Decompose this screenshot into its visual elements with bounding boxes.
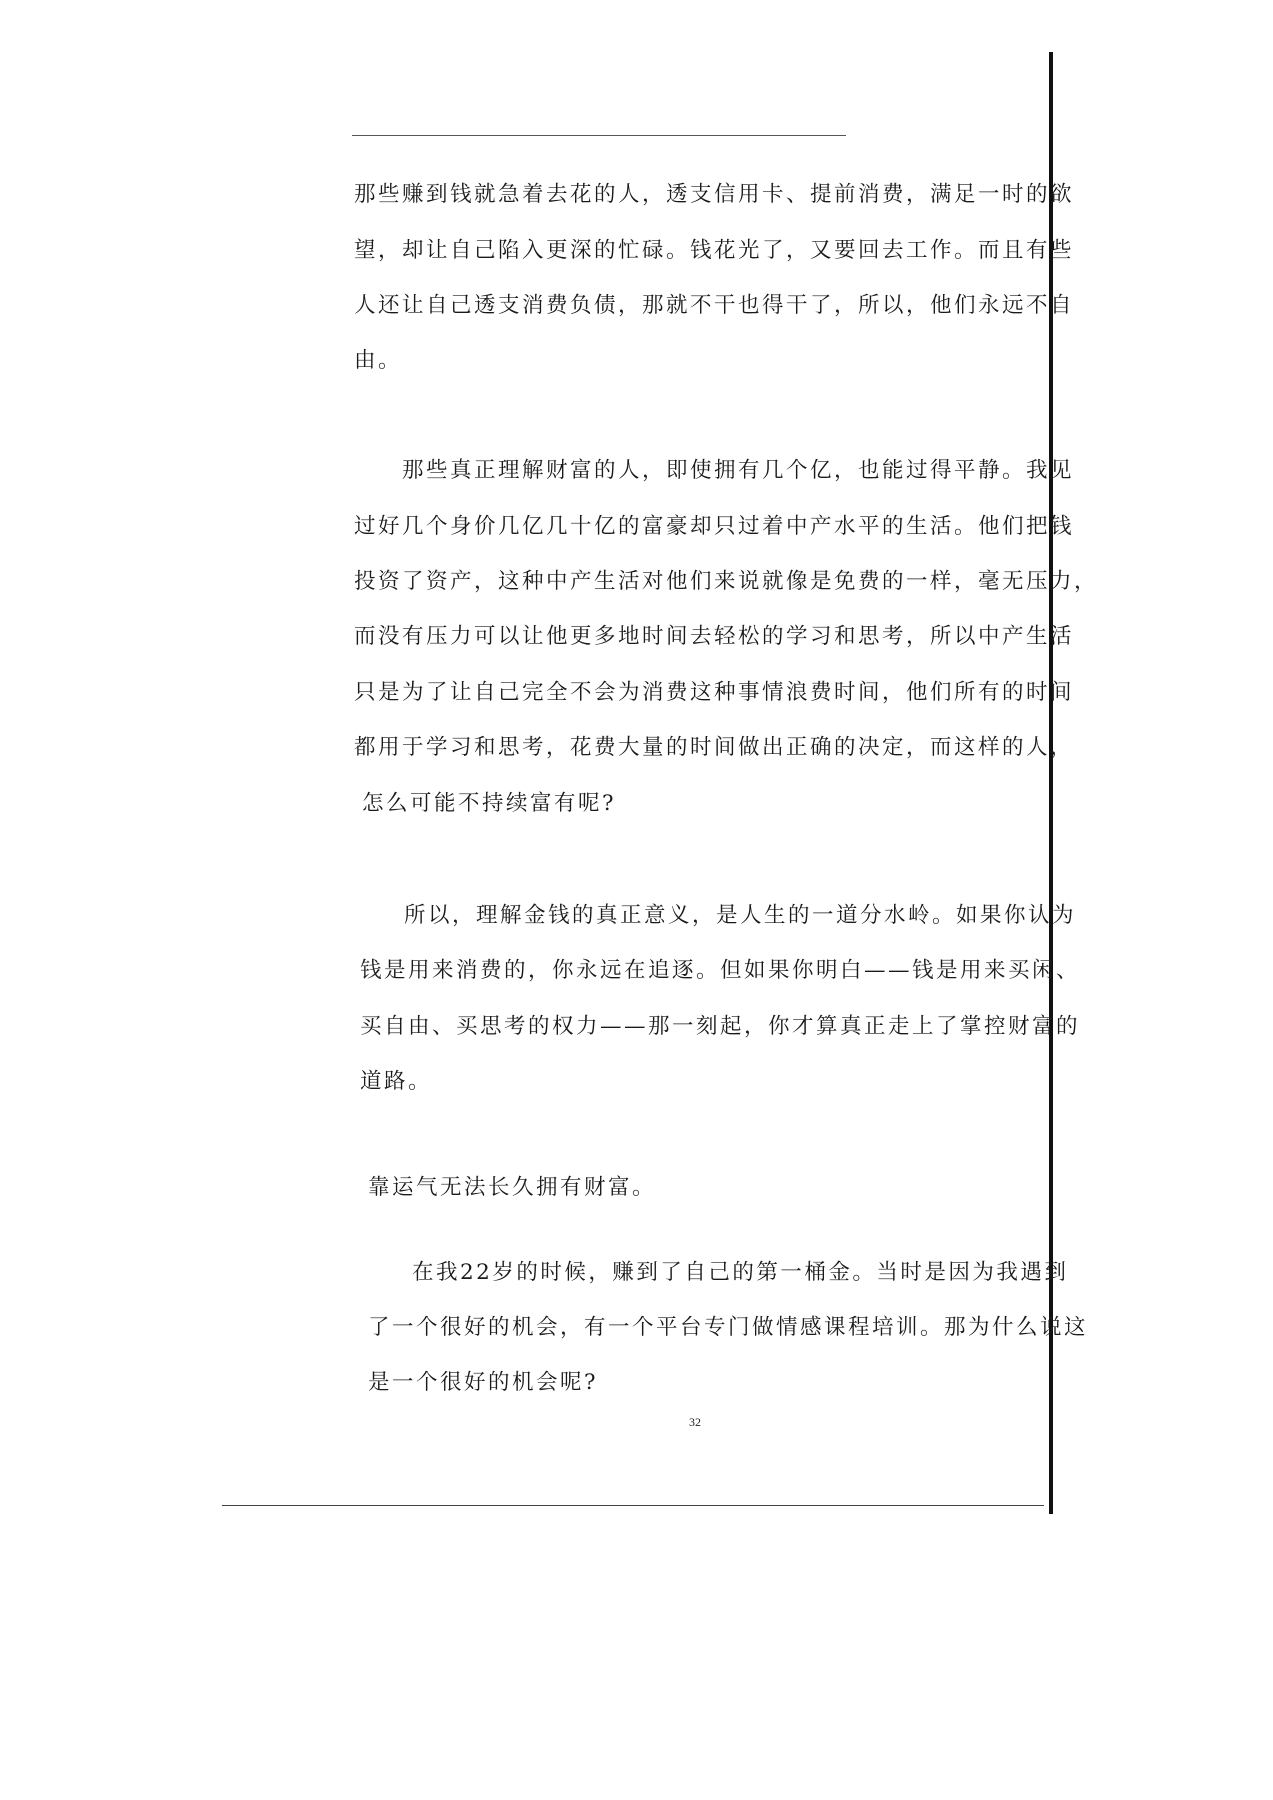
paragraph-5-line-2: 了一个很好的机会，有一个平台专门做情感课程培训。那为什么说这 (368, 1315, 1089, 1340)
paragraph-1-line-1: 那些赚到钱就急着去花的人，透支信用卡、提前消费，满足一时的欲 (354, 182, 1075, 207)
footer-rule (222, 1505, 1044, 1506)
paragraph-1-line-4: 由。 (354, 348, 403, 373)
page-edge-rule (1049, 52, 1053, 1514)
paragraph-1-line-2: 望，却让自己陷入更深的忙碌。钱花光了，又要回去工作。而且有些 (354, 238, 1075, 263)
paragraph-4-line-1: 靠运气无法长久拥有财富。 (368, 1175, 657, 1200)
paragraph-2-line-7: 怎么可能不持续富有呢? (362, 791, 617, 816)
paragraph-3-line-3: 买自由、买思考的权力——那一刻起，你才算真正走上了掌控财富的 (360, 1014, 1081, 1039)
paragraph-5-line-3: 是一个很好的机会呢? (368, 1370, 599, 1395)
paragraph-3-line-4: 道路。 (360, 1069, 433, 1094)
header-rule (352, 135, 846, 136)
paragraph-2-line-4: 而没有压力可以让他更多地时间去轻松的学习和思考，所以中产生活 (354, 624, 1075, 649)
paragraph-2-line-5: 只是为了让自己完全不会为消费这种事情浪费时间，他们所有的时间 (354, 680, 1075, 705)
paragraph-2-line-2: 过好几个身价几亿几十亿的富豪却只过着中产水平的生活。他们把钱 (354, 514, 1075, 539)
paragraph-2-line-6: 都用于学习和思考，花费大量的时间做出正确的决定，而这样的人， (354, 735, 1075, 760)
paragraph-3-line-1: 所以，理解金钱的真正意义，是人生的一道分水岭。如果你认为 (404, 903, 1077, 928)
page-number: 32 (689, 1415, 701, 1429)
paragraph-2-line-3: 投资了资产，这种中产生活对他们来说就像是免费的一样，毫无压力， (354, 569, 1099, 594)
paragraph-2-line-1: 那些真正理解财富的人，即使拥有几个亿，也能过得平静。我见 (402, 458, 1075, 483)
paragraph-3-line-2: 钱是用来消费的，你永远在追逐。但如果你明白——钱是用来买闲、 (360, 958, 1081, 983)
paragraph-5-line-1: 在我22岁的时候，赚到了自己的第一桶金。当时是因为我遇到 (412, 1260, 1069, 1285)
paragraph-1-line-3: 人还让自己透支消费负债，那就不干也得干了，所以，他们永远不自 (354, 293, 1075, 318)
